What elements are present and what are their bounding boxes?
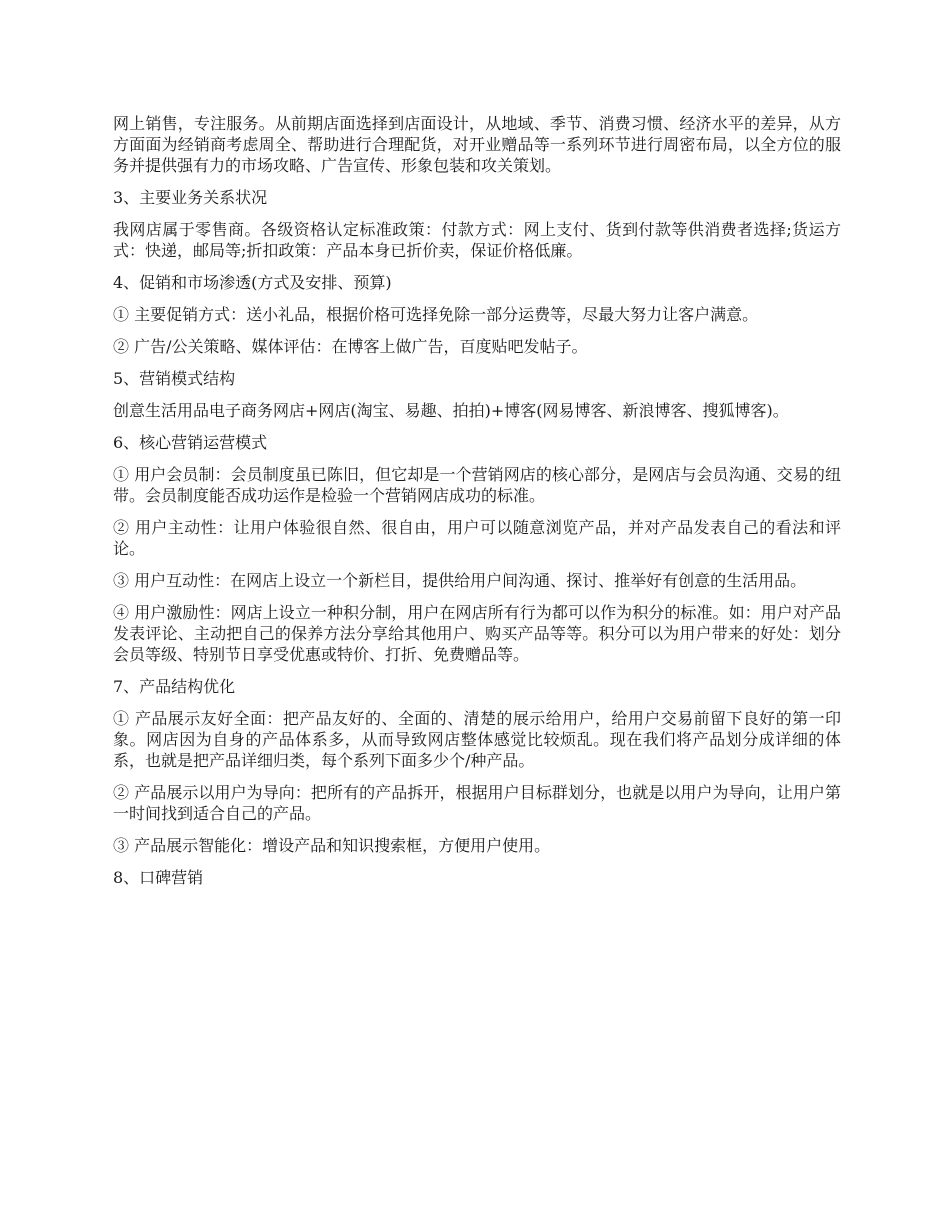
- body-paragraph: 我网店属于零售商。各级资格认定标准政策：付款方式：网上支付、货到付款等供消费者选择;货运方式：快递，邮局等;折扣政策：产品本身已折价卖，保证价格低廉。: [113, 220, 841, 260]
- body-paragraph: ④ 用户激励性：网店上设立一种积分制，用户在网店所有行为都可以作为积分的标准。如：用户对产品发表评论、主动把自己的保养方法分享给其他用户、购买产品等等。积分可以为用户带来的好处：划分会员等级、特别节日享受优惠或特价、打折、免费赠品等。: [113, 603, 841, 664]
- section-heading-5: 5、营销模式结构: [113, 369, 236, 388]
- body-paragraph: ② 用户主动性：让用户体验很自然、很自由，用户可以随意浏览产品，并对产品发表自己的看法和评论。: [113, 518, 841, 558]
- body-paragraph: ③ 用户互动性：在网店上设立一个新栏目，提供给用户间沟通、探讨、推举好有创意的生活用品。: [113, 571, 807, 590]
- body-paragraph: 创意生活用品电子商务网店+网店(淘宝、易趣、拍拍)+博客(网易博客、新浪博客、搜狐博客)。: [113, 401, 789, 420]
- section-heading-7: 7、产品结构优化: [113, 677, 236, 696]
- section-heading-8: 8、口碑营销: [113, 868, 204, 887]
- section-heading-6: 6、核心营销运营模式: [113, 433, 268, 452]
- body-paragraph: ① 主要促销方式：送小礼品，根据价格可选择免除一部分运费等，尽最大努力让客户满意。: [113, 305, 759, 324]
- document-page: [113, 113, 841, 899]
- intro-paragraph: 网上销售，专注服务。从前期店面选择到店面设计，从地域、季节、消费习惯、经济水平的差异，从方方面面为经销商考虑周全、帮助进行合理配货，对开业赠品等一系列环节进行周密布局，以全方位的服务并提供强有力的市场攻略、广告宣传、形象包装和攻关策划。: [113, 114, 841, 175]
- body-paragraph: ③ 产品展示智能化：增设产品和知识搜索框，方便用户使用。: [113, 836, 551, 855]
- body-paragraph: ① 产品展示友好全面：把产品友好的、全面的、清楚的展示给用户，给用户交易前留下良好的第一印象。网店因为自身的产品体系多，从而导致网店整体感觉比较烦乱。现在我们将产品划分成详细的体系，也就是把产品详细归类，每个系列下面多少个/种产品。: [113, 709, 841, 770]
- body-paragraph: ① 用户会员制：会员制度虽已陈旧，但它却是一个营销网店的核心部分，是网店与会员沟通、交易的纽带。会员制度能否成功运作是检验一个营销网店成功的标准。: [113, 465, 841, 505]
- body-paragraph: ② 产品展示以用户为导向：把所有的产品拆开，根据用户目标群划分，也就是以用户为导向，让用户第一时间找到适合自己的产品。: [113, 783, 841, 823]
- section-heading-4: 4、促销和市场渗透(方式及安排、预算): [113, 273, 392, 292]
- section-heading-3: 3、主要业务关系状况: [113, 188, 268, 207]
- body-paragraph: ② 广告/公关策略、媒体评估：在博客上做广告，百度贴吧发帖子。: [113, 337, 588, 356]
